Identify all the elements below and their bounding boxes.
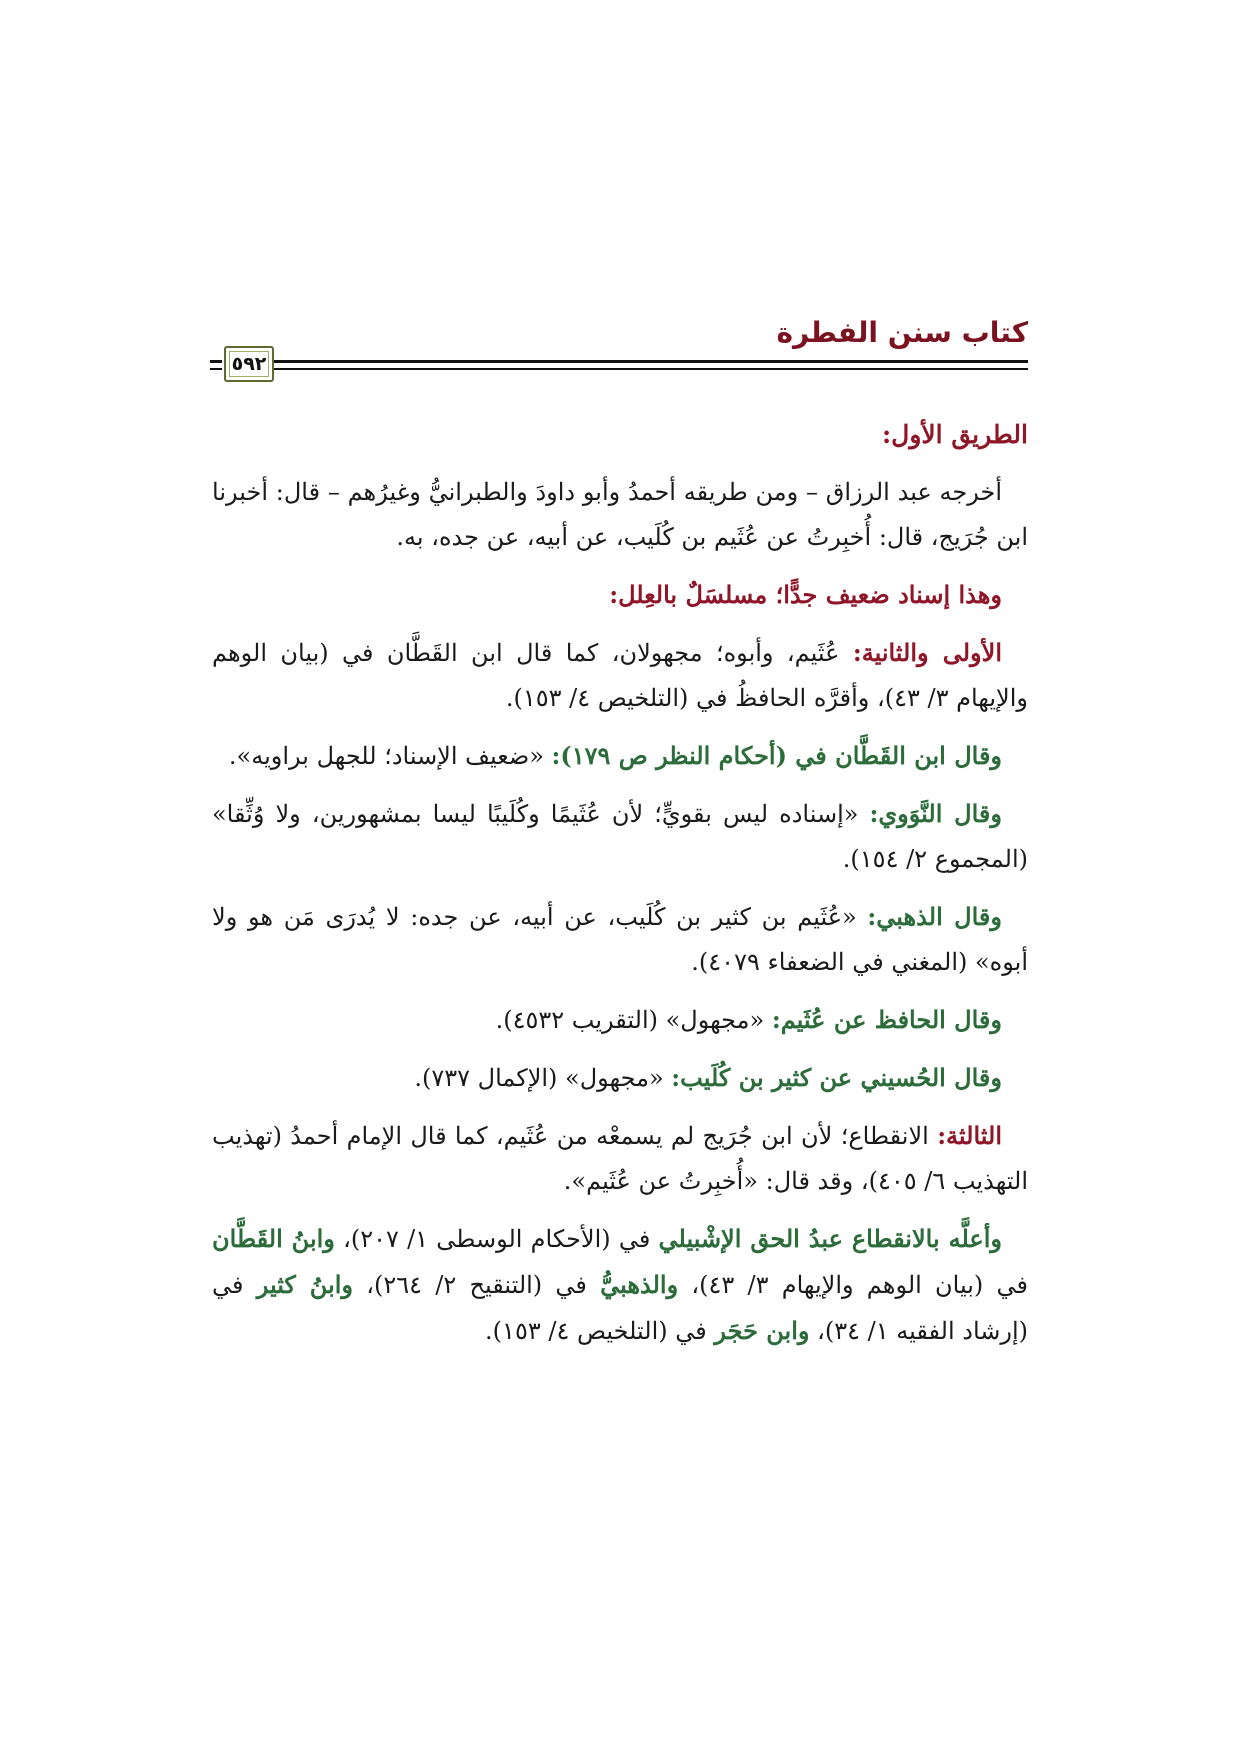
section-heading: [212, 412, 1028, 458]
paragraph-text: في (التلخيص ٤/ ١٥٣).: [485, 1317, 715, 1345]
section-heading-text: الطريق الأول:: [881, 420, 1028, 449]
scholar-citation: وابنُ كثير: [256, 1270, 354, 1299]
scholar-citation: وقال النَّوَوي:: [869, 799, 1002, 828]
paragraph-text: «عُثَيم بن كثير بن كُلَيب، عن أبيه، عن جده: لا يُدرَى مَن هو ولا أبوه» (المغني في الضعفاء ٤٠٧٩).: [212, 903, 1028, 976]
paragraph-text: «إسناده ليس بقويٍّ؛ لأن عُثَيمًا وكُلَيبًا ليسا بمشهورين، ولا وُثِّقا» (المجموع ٢/ ١٥٤).: [212, 800, 1028, 873]
paragraph-takhrij: [212, 470, 1028, 560]
verdict-heading: وهذا إسناد ضعيف جدًّا؛ مسلسَلٌ بالعِلل:: [609, 580, 1002, 609]
paragraph-text: في (التنقيح ٢/ ٢٦٤)،: [353, 1271, 601, 1299]
paragraph-ibn-qattan: [212, 733, 1028, 779]
book-title: كتاب سنن الفطرة: [776, 316, 1028, 349]
paragraph-hafiz: [212, 997, 1028, 1043]
illa-label: الثالثة:: [937, 1121, 1003, 1150]
illa-label: الأولى والثانية:: [852, 638, 1003, 667]
scholar-citation: وابنُ القَطَّان: [212, 1224, 335, 1253]
paragraph-text: «مجهول» (الإكمال ٧٣٧).: [414, 1064, 672, 1092]
header-rule-thin: [272, 368, 1028, 370]
paragraph-text: «ضعيف الإسناد؛ للجهل براويه».: [228, 742, 552, 770]
page-number-badge: [224, 346, 274, 382]
header-rule-end-thick: [210, 360, 222, 363]
paragraph-inqita-citations: [212, 1216, 1028, 1354]
scholar-citation: وقال الذهبي:: [867, 902, 1002, 931]
scholar-citation: والذهبيُّ: [600, 1270, 679, 1299]
page-header: [210, 316, 1028, 380]
page-body: [212, 412, 1028, 1366]
paragraph-text: في (الأحكام الوسطى ١/ ٢٠٧)،: [334, 1225, 659, 1253]
paragraph-nawawi: [212, 791, 1028, 882]
paragraph-text: الانقطاع؛ لأن ابن جُرَيج لم يسمعْه من عُثَيم، كما قال الإمام أحمدُ (تهذيب التهذيب ٦/ ٤٠٥)، وقد قال: «أُخبِرتُ عن عُثَيم».: [212, 1122, 1028, 1195]
scholar-citation: وابن حَجَر: [714, 1316, 810, 1345]
scholar-citation: وقال الحافظ عن عُثَيم:: [771, 1005, 1002, 1034]
scholar-citation: وقال ابن القَطَّان في (أحكام النظر ص ١٧٩):: [551, 741, 1002, 770]
paragraph-text: في (بيان الوهم والإيهام ٣/ ٤٣)،: [678, 1271, 1028, 1299]
scholar-citation: وقال الحُسيني عن كثير بن كُلَيب:: [671, 1063, 1002, 1092]
header-rule-thick: [272, 360, 1028, 363]
paragraph-husayni: [212, 1055, 1028, 1101]
header-rule-end-thin: [210, 368, 222, 370]
paragraph-illa-1-2: [212, 630, 1028, 721]
paragraph-dhahabi: [212, 894, 1028, 985]
paragraph-text: في (إرشاد الفقيه ١/ ٣٤)،: [212, 1271, 1028, 1345]
paragraph-text: «مجهول» (التقريب ٤٥٣٢).: [495, 1006, 772, 1034]
paragraph-text: أخرجه عبد الرزاق – ومن طريقه أحمدُ وأبو داودَ والطبرانيُّ وغيرُهم – قال: أخبرنا ابن جُرَيج، قال: أُخبِرتُ عن عُثَيم بن كُلَيب، عن أبيه، عن جده، به.: [212, 478, 1028, 551]
scholar-citation: وأعلَّه بالانقطاع عبدُ الحق الإشْبيلي: [658, 1224, 1002, 1253]
paragraph-illa-3: [212, 1113, 1028, 1204]
paragraph-text: عُثَيم، وأبوه؛ مجهولان، كما قال ابن القَطَّان في (بيان الوهم والإيهام ٣/ ٤٣)، وأقرَّه الحافظُ في (التلخيص ٤/ ١٥٣).: [212, 639, 1028, 712]
page-number: ٥٩٢: [231, 353, 267, 375]
paragraph-isnad-verdict: [212, 572, 1028, 618]
